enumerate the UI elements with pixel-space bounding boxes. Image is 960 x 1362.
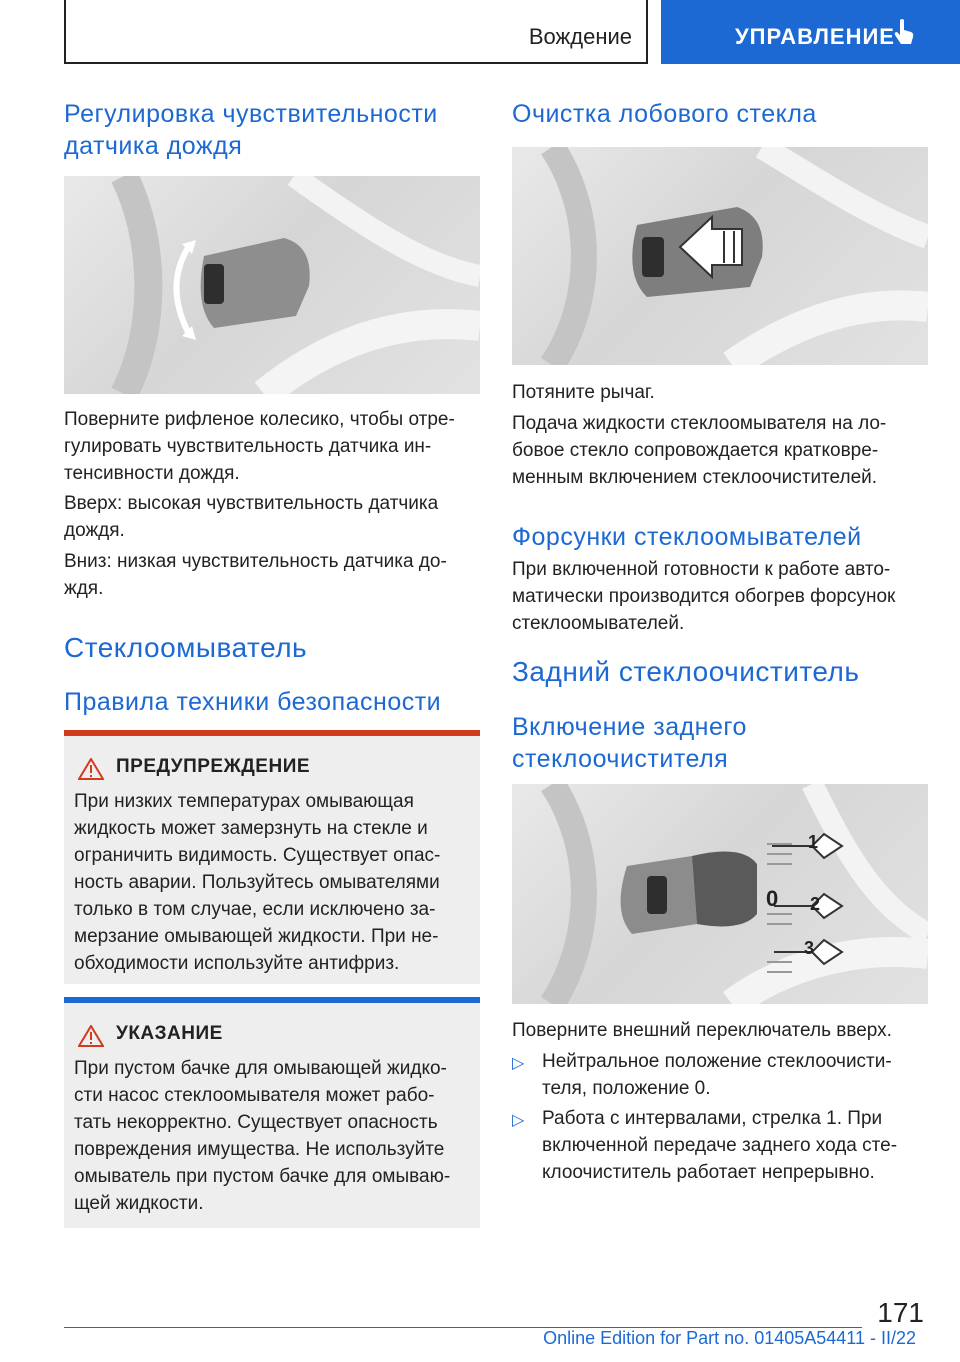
warning-box bbox=[64, 730, 480, 984]
notice-box bbox=[64, 997, 480, 1228]
heading-nozzles: Форсунки стеклоомывателей bbox=[512, 523, 862, 551]
heading-safety: Правила техники безопасности bbox=[64, 688, 442, 716]
stalk-illustration bbox=[64, 176, 480, 394]
heading-rear-wiper: Задний стеклоочиститель bbox=[512, 656, 860, 687]
heading-windshield: Очистка лобового стекла bbox=[512, 100, 817, 128]
figure-label-3: 3 bbox=[804, 938, 815, 958]
notice-title: УКАЗАНИЕ bbox=[116, 1023, 223, 1044]
paragraph-wind-1: Потяните рычаг. bbox=[512, 382, 655, 403]
rear-wiper-stalk-illustration bbox=[512, 784, 928, 1004]
list-item bbox=[512, 1048, 928, 1102]
notice-text: При пустом бачке для омывающей жидко-сти насос стеклоомывателя может рабо-тать некорректно. Существует опасность повреждения имущества. Не используйте омыватель при пустом бачке для омываю-щей жидкости. bbox=[74, 1058, 451, 1214]
warning-title: ПРЕДУПРЕЖДЕНИЕ bbox=[116, 756, 311, 777]
warning-triangle-icon bbox=[78, 758, 104, 780]
paragraph-nozzles: При включенной готовности к работе авто-матически производится обогрев форсунок стеклоомывателей. bbox=[512, 559, 896, 634]
heading-rain-sensor: Регулировка чувствительности датчика дождя bbox=[64, 100, 438, 160]
paragraph-rain-3: Вниз: низкая чувствительность датчика до-ждя. bbox=[64, 551, 447, 599]
list-item bbox=[512, 1105, 928, 1186]
header-section-title: Вождение bbox=[528, 24, 632, 49]
figure-rain-sensor-wheel bbox=[64, 176, 480, 394]
bullet-text: Работа с интервалами, стрелка 1. При включенной передаче заднего хода сте-клоочиститель работает непрерывно. bbox=[542, 1108, 898, 1183]
paragraph-rain-2: Вверх: высокая чувствительность датчика дождя. bbox=[64, 493, 439, 541]
notice-triangle-icon bbox=[78, 1025, 104, 1047]
page-number: 171 bbox=[877, 1297, 924, 1328]
figure-rear-wiper bbox=[512, 784, 928, 1004]
header-chapter-tab bbox=[661, 0, 960, 64]
footer-edition: Online Edition for Part no. 01405A54411 - II/22 bbox=[543, 1328, 916, 1348]
figure-windshield-wash bbox=[512, 147, 928, 365]
pointing-hand-icon bbox=[893, 18, 915, 46]
paragraph-rain-1: Поверните рифленое колесико, чтобы отре-гулировать чувствительность датчика ин-тенсивности дождя. bbox=[64, 409, 455, 484]
heading-washer: Стеклоомыватель bbox=[64, 632, 308, 663]
paragraph-wind-2: Подача жидкости стеклоомывателя на ло-бовое стекло сопровождается кратковре-менным включением стеклоочистителей. bbox=[512, 413, 887, 488]
header-chapter-label: УПРАВЛЕНИЕ bbox=[735, 24, 895, 49]
stalk-pull-illustration bbox=[512, 147, 928, 365]
triangle-bullet-icon: ▷ bbox=[512, 1055, 525, 1072]
header-section-box bbox=[64, 0, 648, 64]
triangle-bullet-icon: ▷ bbox=[512, 1112, 525, 1129]
figure-label-2: 2 bbox=[810, 894, 821, 914]
heading-rear-wiper-on: Включение заднего стеклоочистителя bbox=[512, 713, 747, 773]
warning-text: При низких температурах омывающая жидкость может замерзнуть на стекле и ограничить видимость. Существует опас-ность аварии. Пользуйтесь омывателями только в том случае, если исключено за-мерзание омывающей жидкости. При не-обходимости используйте антифриз. bbox=[74, 791, 441, 974]
figure-label-1: 1 bbox=[808, 832, 819, 852]
paragraph-rear: Поверните внешний переключатель вверх. bbox=[512, 1020, 892, 1041]
figure-label-0: 0 bbox=[766, 886, 779, 911]
bullet-text: Нейтральное положение стеклоочисти-теля, положение 0. bbox=[542, 1051, 892, 1099]
